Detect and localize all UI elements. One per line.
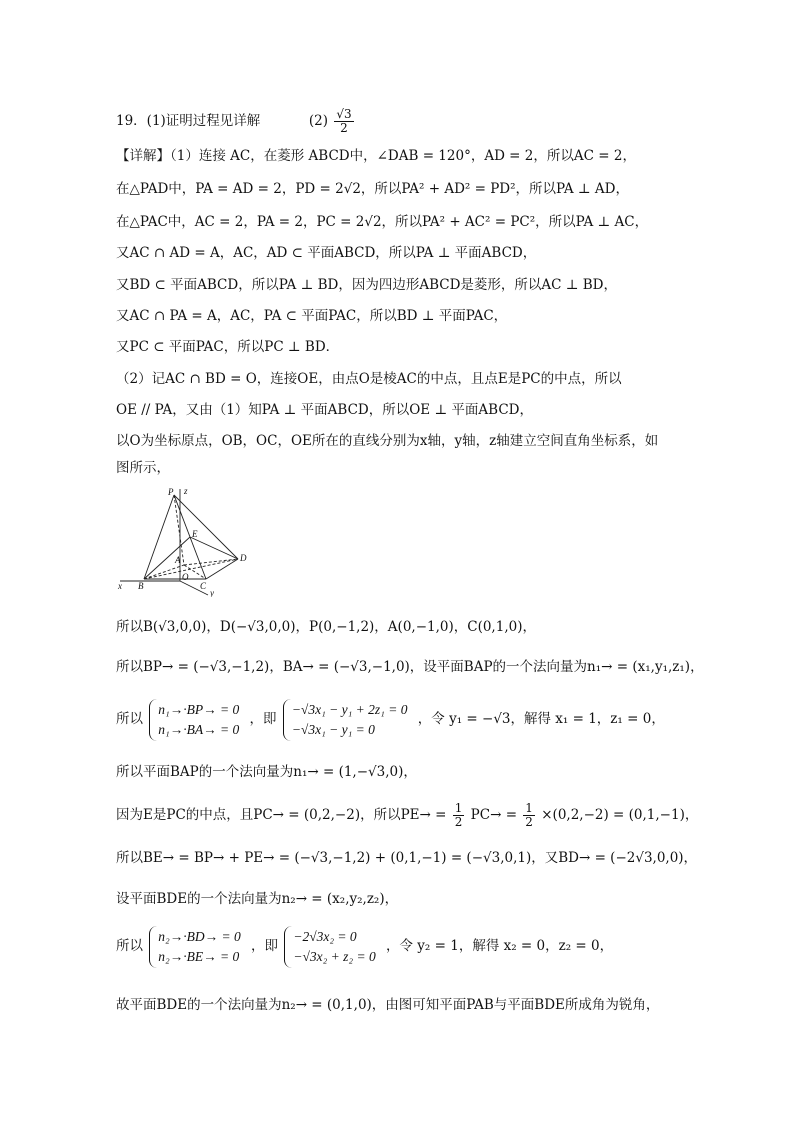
answer-fraction bbox=[334, 108, 353, 135]
edge-PB bbox=[144, 495, 174, 579]
fraction-half: $\frac{1}{2}$ bbox=[525, 801, 533, 829]
solution-label: 【详解】（1）连接 bbox=[116, 148, 226, 164]
equation-system-1 bbox=[149, 699, 243, 741]
equation-system-2 bbox=[283, 699, 412, 741]
solution-line-1 bbox=[116, 146, 734, 166]
solution-line-5: 又BD ⊂ 平面ABCD，所以PA ⊥ BD，因为四边形ABCD是菱形，所以AC ⊥ BD， bbox=[116, 277, 618, 293]
label-y: y bbox=[210, 588, 214, 597]
text-segment: ，即 bbox=[249, 711, 277, 727]
solution-line-17: 所以BE→ = BP→ + PE→ = (−√3,−1,2) + (0,1,−1) = (−√3,0,1)，又BD→ = (−2√3,0,0)， bbox=[116, 850, 698, 866]
label-C: C bbox=[200, 581, 207, 591]
solution-line-15: 所以平面BAP的一个法向量为n₁→ = (1,−√3,0)， bbox=[116, 764, 417, 780]
solution-line-16 bbox=[116, 799, 734, 831]
answer-numerator: √3 bbox=[336, 107, 352, 121]
equation-row: −√3x₁ − y₁ + 2z₁ = 0 bbox=[291, 701, 408, 717]
answer-part2-label: (2) bbox=[308, 113, 329, 129]
solution-line-6: 又AC ∩ PA = A，AC，PA ⊂ 平面PAC，所以BD ⊥ 平面PAC， bbox=[116, 308, 508, 324]
solution-line-7: 又PC ⊂ 平面PAC，所以PC ⊥ BD． bbox=[116, 339, 340, 355]
equation-row: n₁→·BA→ = 0 bbox=[158, 721, 240, 737]
text-segment: PC→ = bbox=[470, 807, 517, 823]
equation-row: −2√3x₂ = 0 bbox=[293, 928, 357, 944]
fraction-half: $\frac{1}{2}$ bbox=[454, 801, 463, 829]
label-O: O bbox=[182, 572, 189, 582]
solution-line-13: 所以BP→ = (−√3,−1,2)，BA→ = (−√3,−1,0)，设平面BAP的一个法向量为n₁→ = (x₁,y₁,z₁)， bbox=[116, 659, 704, 675]
solution-line-9: OE // PA，又由（1）知PA ⊥ 平面ABCD，所以OE ⊥ 平面ABCD， bbox=[116, 402, 534, 418]
solution-line-18: 设平面BDE的一个法向量为n₂→ = (x₂,y₂,z₂)， bbox=[116, 891, 399, 907]
solution-line-11: 图所示， bbox=[116, 460, 170, 476]
diag-BD bbox=[144, 559, 238, 579]
equation-row: n₂→·BE→ = 0 bbox=[158, 948, 240, 964]
label-B: B bbox=[138, 581, 144, 591]
text-segment: ，令 y₂ = 1，解得 x₂ = 0，z₂ = 0， bbox=[386, 938, 614, 954]
text-segment: ，令 y₁ = −√3，解得 x₁ = 1，z₁ = 0， bbox=[417, 711, 665, 727]
equation-system-4 bbox=[284, 926, 379, 968]
equation-system-3 bbox=[149, 926, 244, 968]
edge-BA bbox=[144, 565, 184, 579]
text-segment: ×(0,2,−2) = (0,1,−1)， bbox=[541, 807, 699, 823]
equation-row: n₁→·BP→ = 0 bbox=[158, 701, 240, 717]
label-x: x bbox=[118, 581, 122, 591]
text-segment: ，即 bbox=[251, 938, 279, 954]
solution-line-2: 在△PAD中，PA = AD = 2，PD = 2√2，所以PA² + AD² = PD²，所以PA ⊥ AD， bbox=[116, 181, 629, 197]
solution-line-19 bbox=[116, 924, 734, 968]
solution-line-3: 在△PAC中，AC = 2，PA = 2，PC = 2√2，所以PA² + AC² = PC²，所以PA ⊥ AC， bbox=[116, 214, 649, 230]
label-D: D bbox=[240, 553, 247, 563]
label-z: z bbox=[184, 486, 188, 496]
text-segment: 所以 bbox=[116, 711, 143, 727]
answer-denominator: 2 bbox=[340, 121, 348, 135]
solution-line-20: 故平面BDE的一个法向量为n₂→ = (0,1,0)，由图可知平面PAB与平面BDE所成角为锐角， bbox=[116, 997, 660, 1013]
equation-row: n₂→·BD→ = 0 bbox=[158, 928, 241, 944]
equation-row: −√3x₁ − y₁ = 0 bbox=[291, 721, 375, 737]
label-P: P bbox=[168, 487, 174, 497]
equation-row: −√3x₂ + z₂ = 0 bbox=[293, 948, 376, 964]
text-segment: 因为E是PC的中点，且PC→ = (0,2,−2)，所以PE→ = bbox=[116, 807, 447, 823]
label-E: E bbox=[192, 529, 198, 539]
solution-line-10: 以O为坐标原点，OB，OC，OE所在的直线分别为x轴，y轴，z轴建立空间直角坐标系，如 bbox=[116, 433, 659, 449]
answer-part1: 19．(1)证明过程见详解 bbox=[116, 113, 261, 129]
solution-line-14 bbox=[116, 697, 734, 741]
solution-line-8: （2）记AC ∩ BD = O，连接OE，由点O是棱AC的中点，且点E是PC的中点，所以 bbox=[116, 371, 622, 387]
solution-line-12: 所以B(√3,0,0)，D(−√3,0,0)，P(0,−1,2)，A(0,−1,0)，C(0,1,0)， bbox=[116, 619, 536, 635]
text-segment: 所以 bbox=[116, 938, 143, 954]
label-A: A bbox=[175, 555, 181, 565]
solution-line-4: 又AC ∩ AD = A，AC，AD ⊂ 平面ABCD，所以PA ⊥ 平面ABCD， bbox=[116, 245, 537, 261]
answer-header bbox=[116, 108, 734, 135]
text-segment: ABCD中，∠DAB = 120°，AD = 2，所以AC = 2， bbox=[308, 148, 636, 164]
edge-PD bbox=[174, 495, 238, 559]
coordinate-pyramid-figure bbox=[116, 485, 252, 597]
text-segment: AC，在菱形 bbox=[230, 148, 305, 164]
